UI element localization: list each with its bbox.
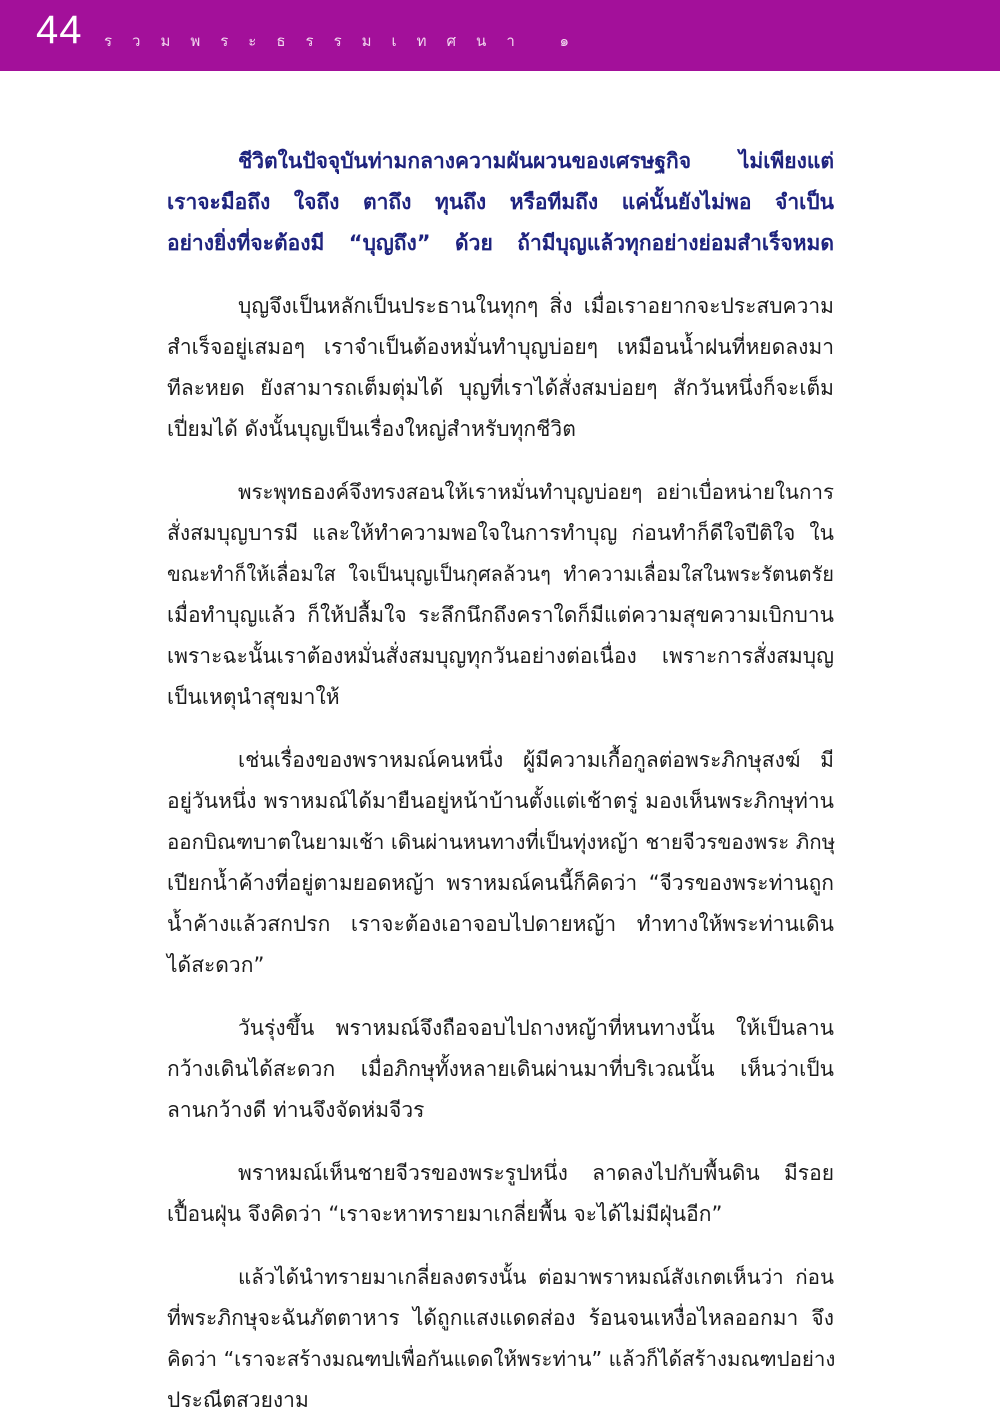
paragraph-line: ลานกว้างดี ท่านจึงจัดห่มจีวร xyxy=(167,1098,425,1122)
paragraph-line: เช่นเรื่องของพราหมณ์คนหนึ่ง ผู้มีความเกื้อกูลต่อพระภิกษุสงฆ์ มี xyxy=(238,748,834,772)
paragraph-line: อย่างยิ่งที่จะต้องมี “บุญถึง” ด้วย ถ้ามีบุญแล้วทุกอย่างย่อมสำเร็จหมด xyxy=(167,231,834,255)
paragraph-line: ขณะทำก็ให้เลื่อมใส ใจเป็นบุญเป็นกุศลล้วนๆ ทำความเลื่อมใสในพระรัตนตรัย xyxy=(167,562,834,586)
paragraph-line: พระพุทธองค์จึงทรงสอนให้เราหมั่นทำบุญบ่อยๆ อย่าเบื่อหน่ายในการ xyxy=(238,480,834,504)
paragraph xyxy=(167,1153,834,1235)
paragraph xyxy=(167,1008,834,1131)
paragraph-line: เปื้อนฝุ่น จึงคิดว่า “เราจะหาทรายมาเกลี่ยพื้น จะได้ไม่มีฝุ่นอีก” xyxy=(167,1202,723,1226)
paragraph-line: เมื่อทำบุญแล้ว ก็ให้ปลื้มใจ ระลึกนึกถึงคราใดก็มีแต่ความสุขความเบิกบาน xyxy=(167,603,834,627)
paragraph-line: เป็นเหตุนำสุขมาให้ xyxy=(167,685,340,709)
paragraph-line: บุญจึงเป็นหลักเป็นประธานในทุกๆ สิ่ง เมื่อเราอยากจะประสบความ xyxy=(238,294,834,318)
body-text xyxy=(167,141,834,1415)
paragraph xyxy=(167,286,834,450)
paragraph-line: อยู่วันหนึ่ง พราหมณ์ได้มายืนอยู่หน้าบ้านตั้งแต่เช้าตรู่ มองเห็นพระภิกษุท่าน xyxy=(167,789,834,813)
paragraph-line: ที่พระภิกษุจะฉันภัตตาหาร ได้ถูกแสงแดดส่อง ร้อนจนเหงื่อไหลออกมา จึง xyxy=(167,1306,834,1330)
paragraph-line: เราจะมือถึง ใจถึง ตาถึง ทุนถึง หรือทีมถึง แค่นั้นยังไม่พอ จำเป็น xyxy=(167,190,834,214)
paragraph xyxy=(167,472,834,718)
paragraph-line: แล้วได้นำทรายมาเกลี่ยลงตรงนั้น ต่อมาพราหมณ์สังเกตเห็นว่า ก่อน xyxy=(238,1265,834,1289)
paragraph xyxy=(167,1257,834,1415)
paragraph-line: น้ำค้างแล้วสกปรก เราจะต้องเอาจอบไปดายหญ้า ทำทางให้พระท่านเดิน xyxy=(167,912,834,936)
paragraph-line: เปียกน้ำค้างที่อยู่ตามยอดหญ้า พราหมณ์คนนี้ก็คิดว่า “จีวรของพระท่านถูก xyxy=(167,871,834,895)
paragraph-line: สำเร็จอยู่เสมอๆ เราจำเป็นต้องหมั่นทำบุญบ่อยๆ เหมือนน้ำฝนที่หยดลงมา xyxy=(167,335,834,359)
paragraph-line: ออกบิณฑบาตในยามเช้า เดินผ่านหนทางที่เป็นทุ่งหญ้า ชายจีวรของพระ ภิกษุ xyxy=(167,830,836,854)
paragraph-line: ชีวิตในปัจจุบันท่ามกลางความผันผวนของเศรษฐกิจ ไม่เพียงแต่ xyxy=(238,149,834,173)
paragraph-line: เพราะฉะนั้นเราต้องหมั่นสั่งสมบุญทุกวันอย่างต่อเนื่อง เพราะการสั่งสมบุญ xyxy=(167,644,834,668)
paragraph-line: สั่งสมบุญบารมี และให้ทำความพอใจในการทำบุญ ก่อนทำก็ดีใจปีติใจ ใน xyxy=(167,521,834,545)
paragraph-line: เปี่ยมได้ ดังนั้นบุญเป็นเรื่องใหญ่สำหรับทุกชีวิต xyxy=(167,417,576,441)
paragraph-line: ประณีตสวยงาม xyxy=(167,1388,309,1412)
paragraph-line: วันรุ่งขึ้น พราหมณ์จึงถือจอบไปถางหญ้าที่หนทางนั้น ให้เป็นลาน xyxy=(238,1016,834,1040)
paragraph-line: ได้สะดวก” xyxy=(167,953,265,977)
paragraph-line: ทีละหยด ยังสามารถเต็มตุ่มได้ บุญที่เราได้สั่งสมบ่อยๆ สักวันหนึ่งก็จะเต็ม xyxy=(167,376,834,400)
paragraph-line: กว้างเดินได้สะดวก เมื่อภิกษุทั้งหลายเดินผ่านมาที่บริเวณนั้น เห็นว่าเป็น xyxy=(167,1057,834,1081)
paragraph-line: คิดว่า “เราจะสร้างมณฑปเพื่อกันแดดให้พระท่าน” แล้วก็ได้สร้างมณฑปอย่าง xyxy=(167,1347,836,1371)
page-number: 44 xyxy=(36,8,83,52)
paragraph-line: พราหมณ์เห็นชายจีวรของพระรูปหนึ่ง ลาดลงไปกับพื้นดิน มีรอย xyxy=(238,1161,834,1185)
lead-paragraph xyxy=(167,141,834,264)
paragraph xyxy=(167,740,834,986)
page-header xyxy=(0,0,1000,71)
running-title: รวมพระธรรมเทศนา ๑ xyxy=(104,32,590,50)
